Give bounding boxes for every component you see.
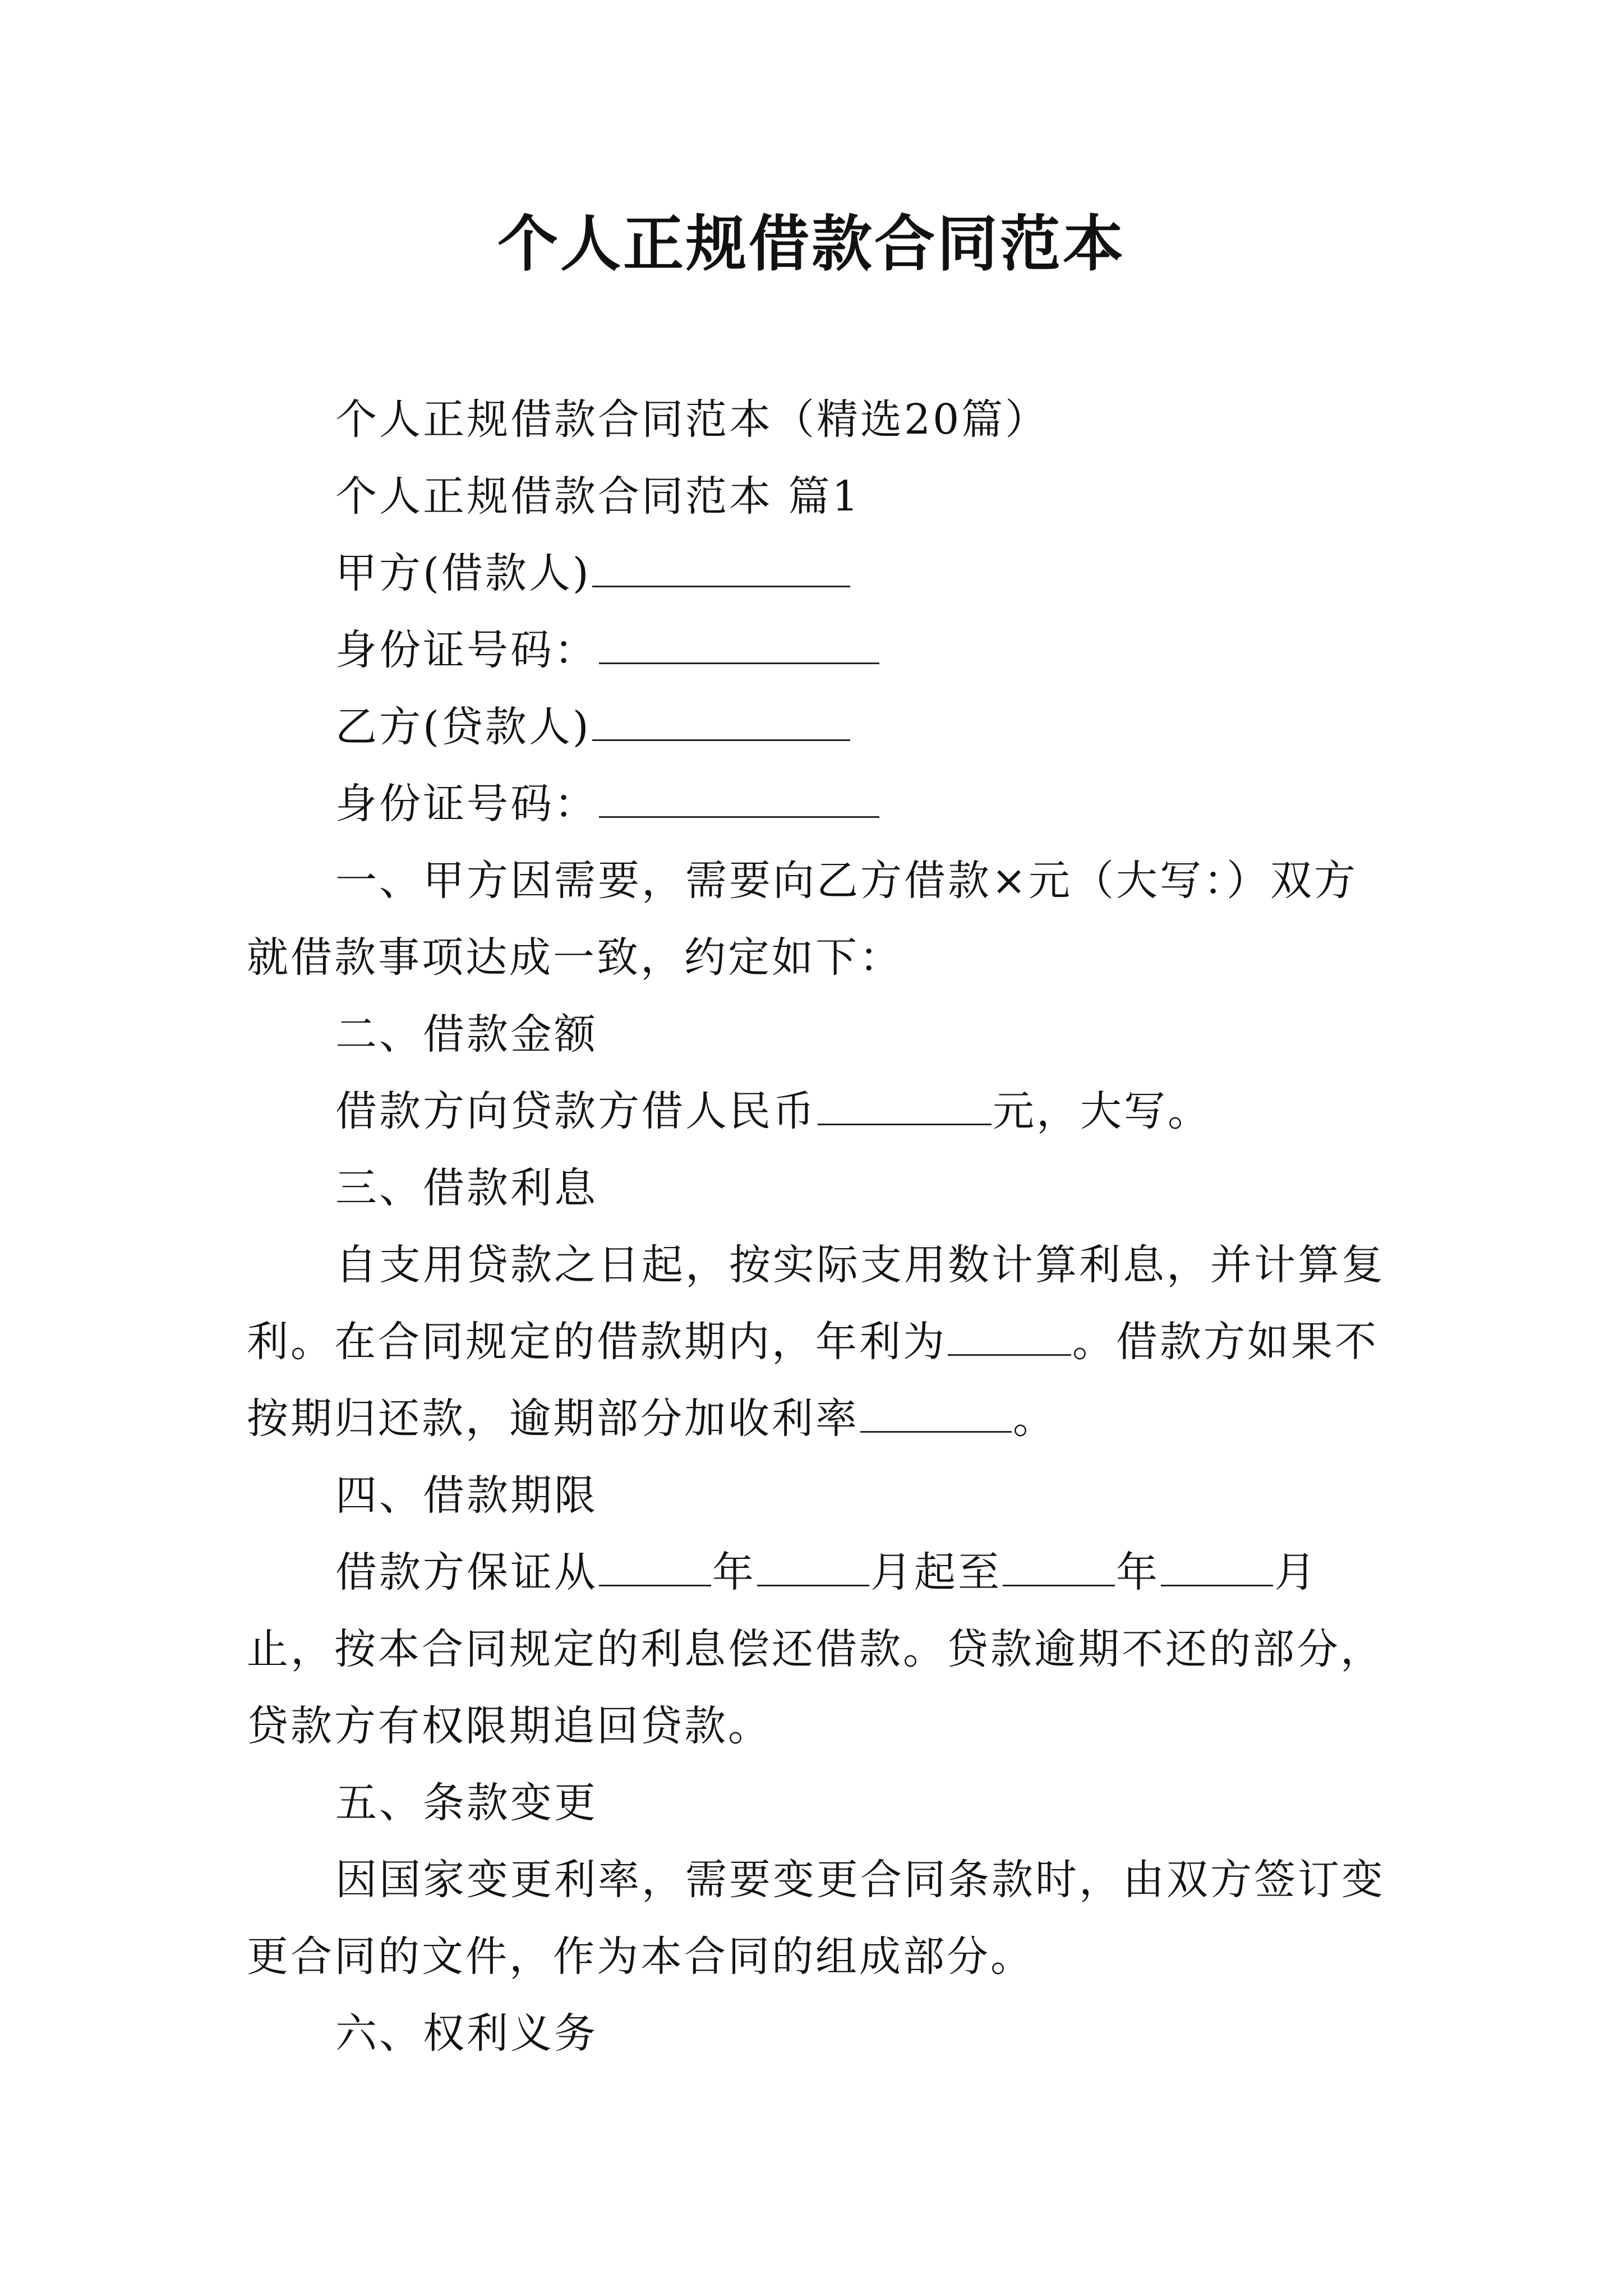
clause-2-heading: 二、借款金额 — [335, 1010, 598, 1059]
end-month-blank — [1161, 1545, 1273, 1586]
party-a-id-line — [247, 612, 1385, 689]
end-year-blank — [1003, 1545, 1115, 1586]
interest-text-end: 。 — [1013, 1395, 1057, 1443]
party-a-label: 甲方(借款人) — [335, 549, 591, 597]
paragraph-subtitle: 个人正规借款合同范本（精选20篇） — [335, 395, 1049, 444]
year-label-end: 年 — [1116, 1548, 1160, 1596]
loan-amount-text-end: 元，大写。 — [993, 1087, 1211, 1135]
annual-rate-blank — [948, 1315, 1071, 1356]
start-year-blank — [599, 1545, 711, 1586]
year-label: 年 — [712, 1548, 756, 1596]
clause-6-heading: 六、权利义务 — [335, 2009, 598, 2058]
clause-5-paragraph: 因国家变更利率，需要变更合同条款时，由双方签订变更合同的文件，作为本合同的组成部分。 — [247, 1856, 1385, 1981]
party-b-id-label: 身份证号码： — [335, 780, 598, 828]
loan-amount-blank — [818, 1084, 992, 1125]
term-text-end: 月止，按本合同规定的利息偿还借款。贷款逾期不还的部分，贷款方有权限期追回贷款。 — [247, 1548, 1384, 1750]
interest-text: 自支用贷款之日起，按实际支用数计算利息，并计算复利。在合同规定的借款期内，年利为 — [247, 1241, 1385, 1366]
loan-amount-text: 借款方向贷款方借人民币 — [335, 1087, 817, 1135]
party-b-blank — [592, 700, 850, 741]
clause-4-heading: 四、借款期限 — [335, 1471, 598, 1520]
document-body — [247, 381, 1385, 2072]
overdue-rate-blank — [860, 1392, 1012, 1433]
party-a-id-label: 身份证号码： — [335, 626, 598, 674]
paragraph-section-heading: 个人正规借款合同范本 篇1 — [335, 472, 861, 521]
party-b-label: 乙方(贷款人) — [335, 703, 591, 751]
clause-5-heading: 五、条款变更 — [335, 1779, 598, 1827]
party-a-blank — [592, 546, 850, 587]
term-text-middle: 月起至 — [870, 1548, 1002, 1596]
clause-1-paragraph: 一、甲方因需要，需要向乙方借款×元（大写：）双方就借款事项达成一致，约定如下： — [247, 857, 1358, 982]
loan-amount-paragraph — [247, 1073, 1385, 1150]
party-a-line — [247, 535, 1385, 612]
party-a-id-blank — [599, 623, 879, 664]
term-paragraph — [247, 1534, 1385, 1765]
party-b-id-blank — [599, 777, 879, 818]
interest-paragraph — [247, 1227, 1385, 1457]
clause-3-heading: 三、借款利息 — [335, 1164, 598, 1212]
interest-text-middle: 。借款方如果不按期归还款，逾期部分加收利率 — [247, 1318, 1378, 1443]
term-text-start: 借款方保证从 — [335, 1548, 598, 1596]
party-b-line — [247, 689, 1385, 766]
document-title: 个人正规借款合同范本 — [497, 209, 1126, 279]
start-month-blank — [757, 1545, 869, 1586]
party-b-id-line — [247, 766, 1385, 843]
